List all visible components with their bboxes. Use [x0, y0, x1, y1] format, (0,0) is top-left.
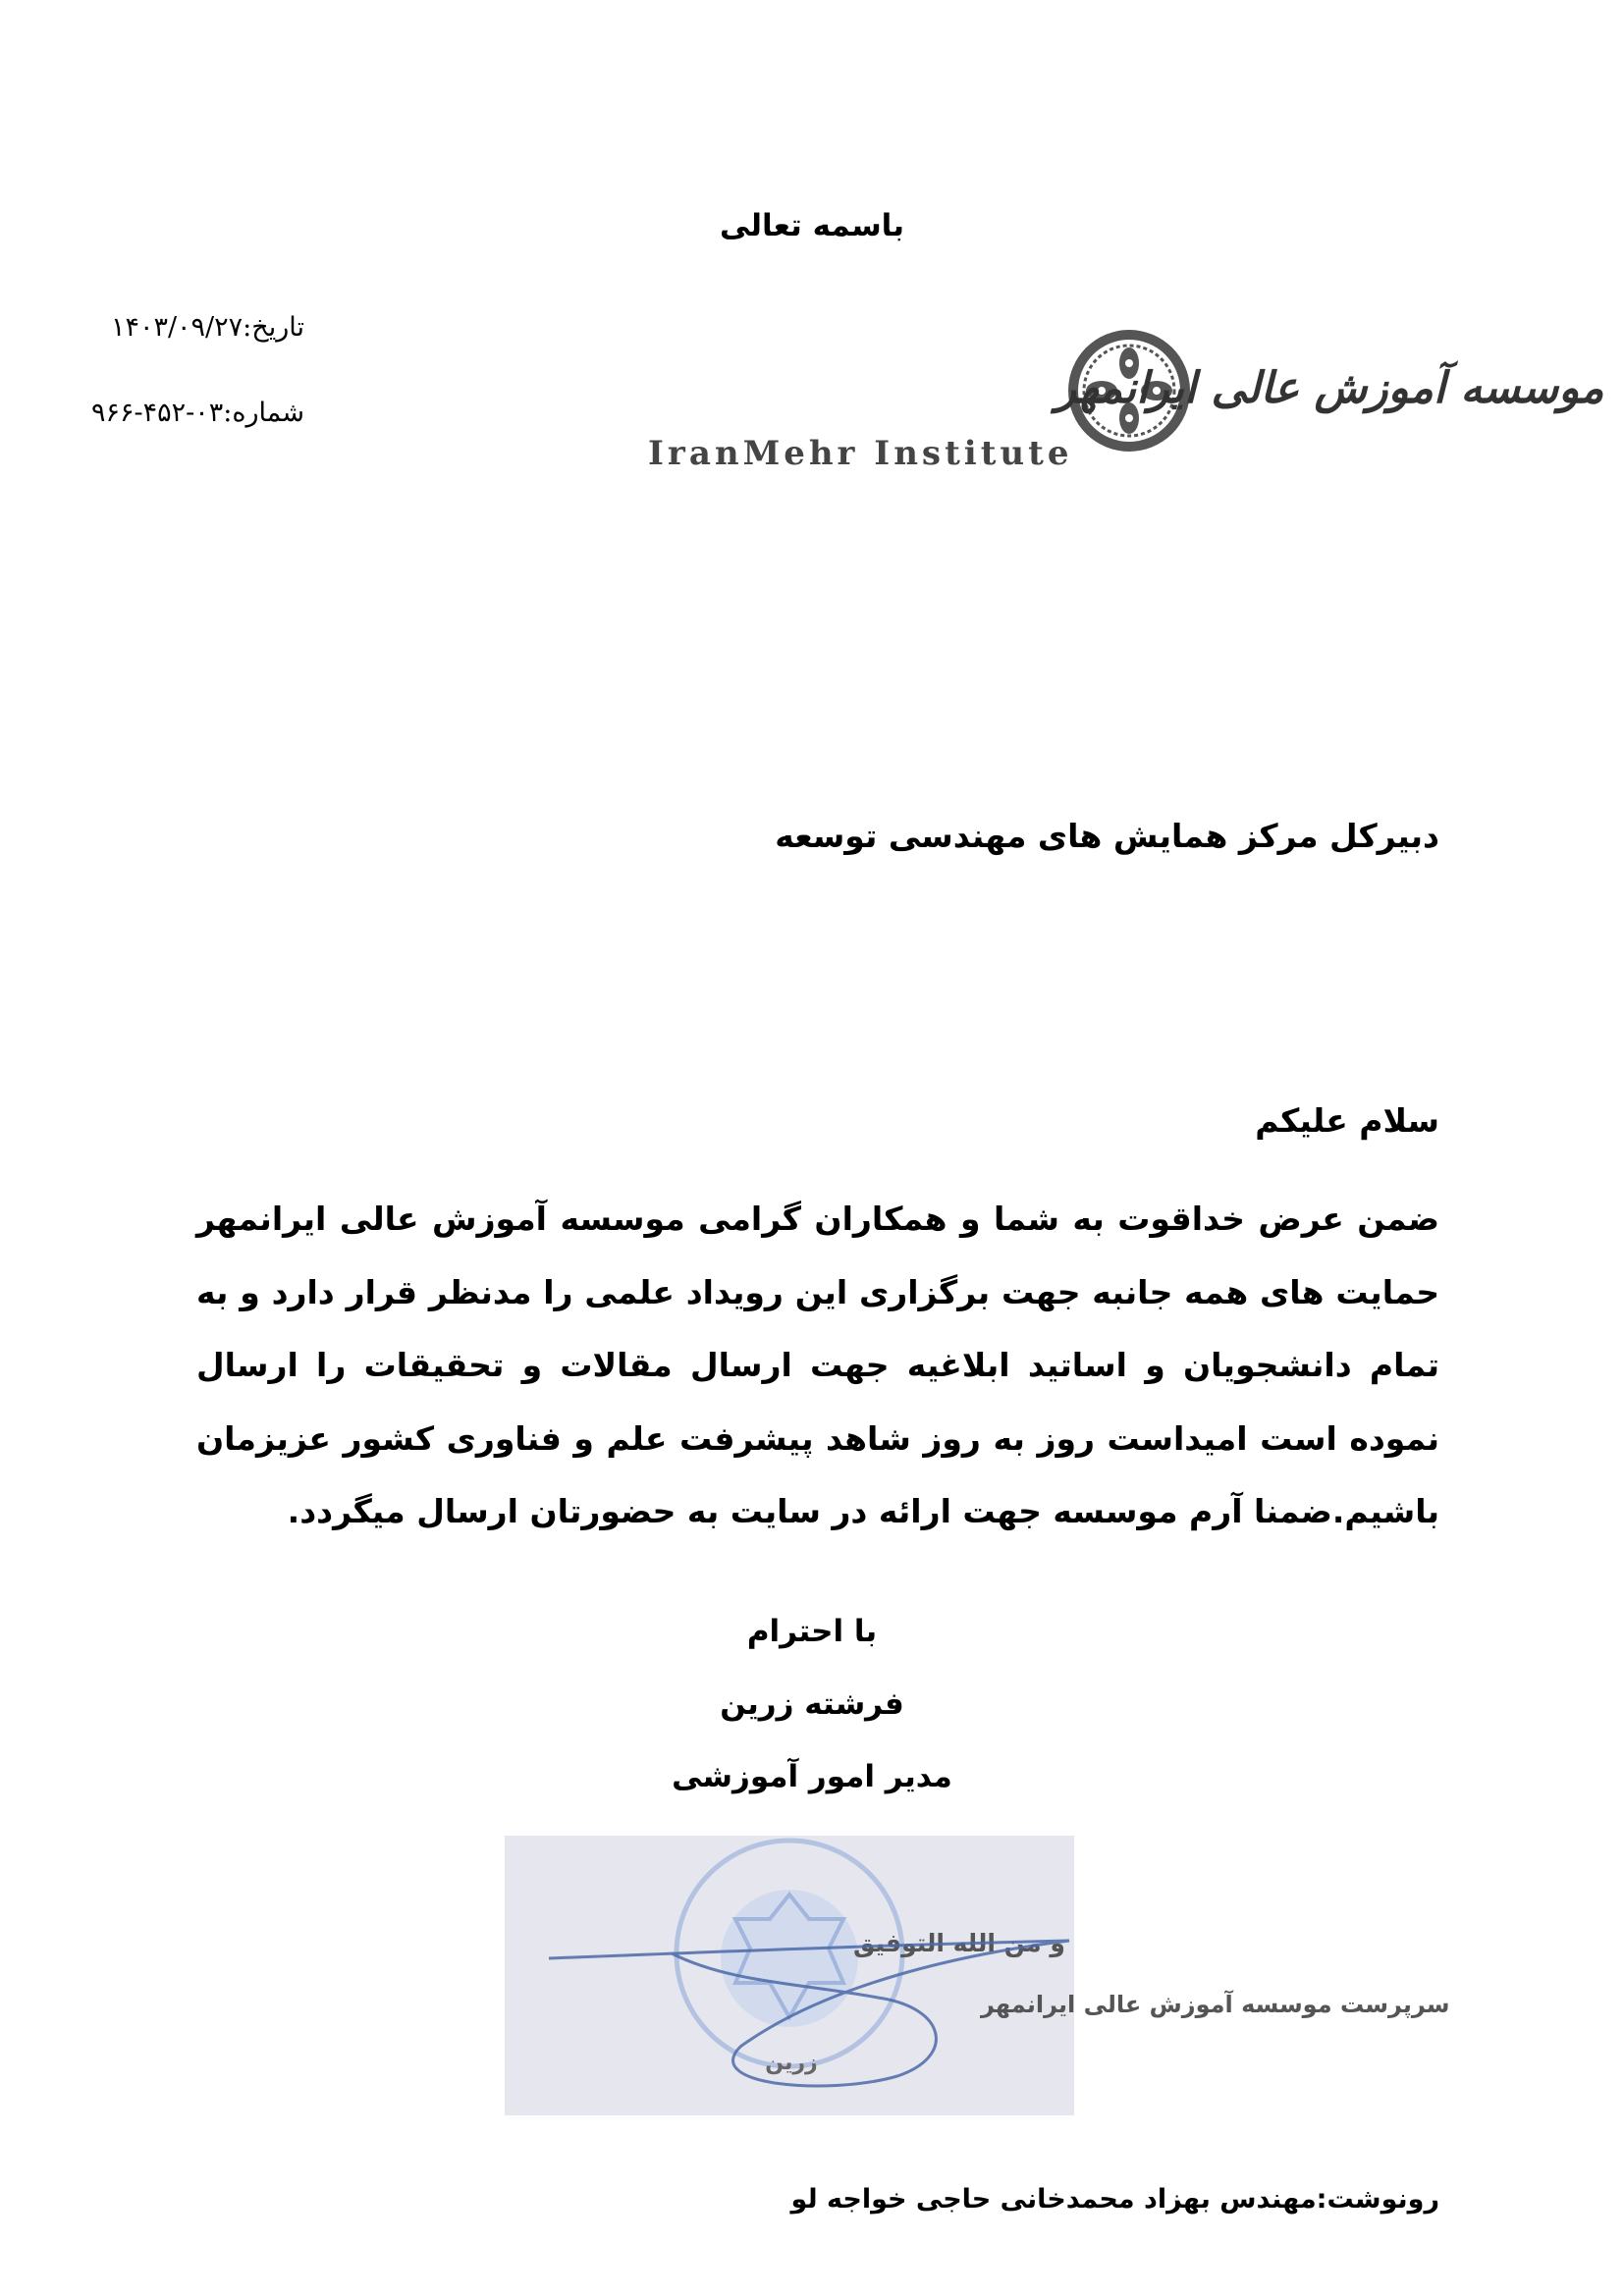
date-label: تاریخ:	[243, 312, 304, 343]
number-label: شماره:	[223, 398, 304, 428]
closing-block	[0, 1595, 1624, 1813]
stamp-line-1: و من الله التوفیق	[853, 1929, 1065, 1957]
signer-title: مدیر امور آموزشی	[672, 1759, 952, 1794]
greeting: سلام علیکم	[1255, 1101, 1439, 1140]
number-value: ۰۳-۴۵۲-۹۶۶	[90, 398, 224, 428]
logo-english-name: IranMehr Institute	[648, 434, 1073, 473]
stamp-line-2: سرپرست موسسه آموزش عالی ایرانمهر	[981, 1991, 1450, 2018]
institute-logo	[638, 312, 1604, 474]
logo-persian-name: موسسه آموزش عالی ایرانمهر	[1056, 363, 1604, 413]
recipient-line: دبیرکل مرکز همایش های مهندسی توسعه	[775, 817, 1439, 855]
date-value: ۱۴۰۳/۰۹/۲۷	[110, 312, 244, 343]
number-line	[39, 398, 304, 483]
date-line	[39, 312, 304, 398]
signer-name: فرشته زرین	[720, 1686, 904, 1722]
invocation-heading: باسمه تعالی	[720, 208, 904, 243]
letter-body: ضمن عرض خداقوت به شما و همکاران گرامی موسسه آموزش عالی ایرانمهر حمایت های همه جانبه جهت برگزاری این رویداد علمی را مدنظر قرار دارد و به تمام دانشجویان و اساتید ابلاغیه جهت ارسال مقالات و تحقیقات را ارسال نموده است امیداست روز به روز شاهد پیشرفت علم و فناوری کشور عزیزمان باشیم.ضمنا آرم موسسه جهت ارائه در سایت به حضورتان ارسال میگردد.	[196, 1200, 1439, 1530]
cc-line: رونوشت:مهندس بهزاد محمدخانی حاجی خواجه لو	[790, 2184, 1439, 2215]
letter-meta	[39, 312, 304, 483]
salutation: با احترام	[746, 1614, 878, 1649]
signature-stamp	[505, 1836, 1450, 2115]
stamp-line-3: زرین	[765, 2051, 818, 2075]
